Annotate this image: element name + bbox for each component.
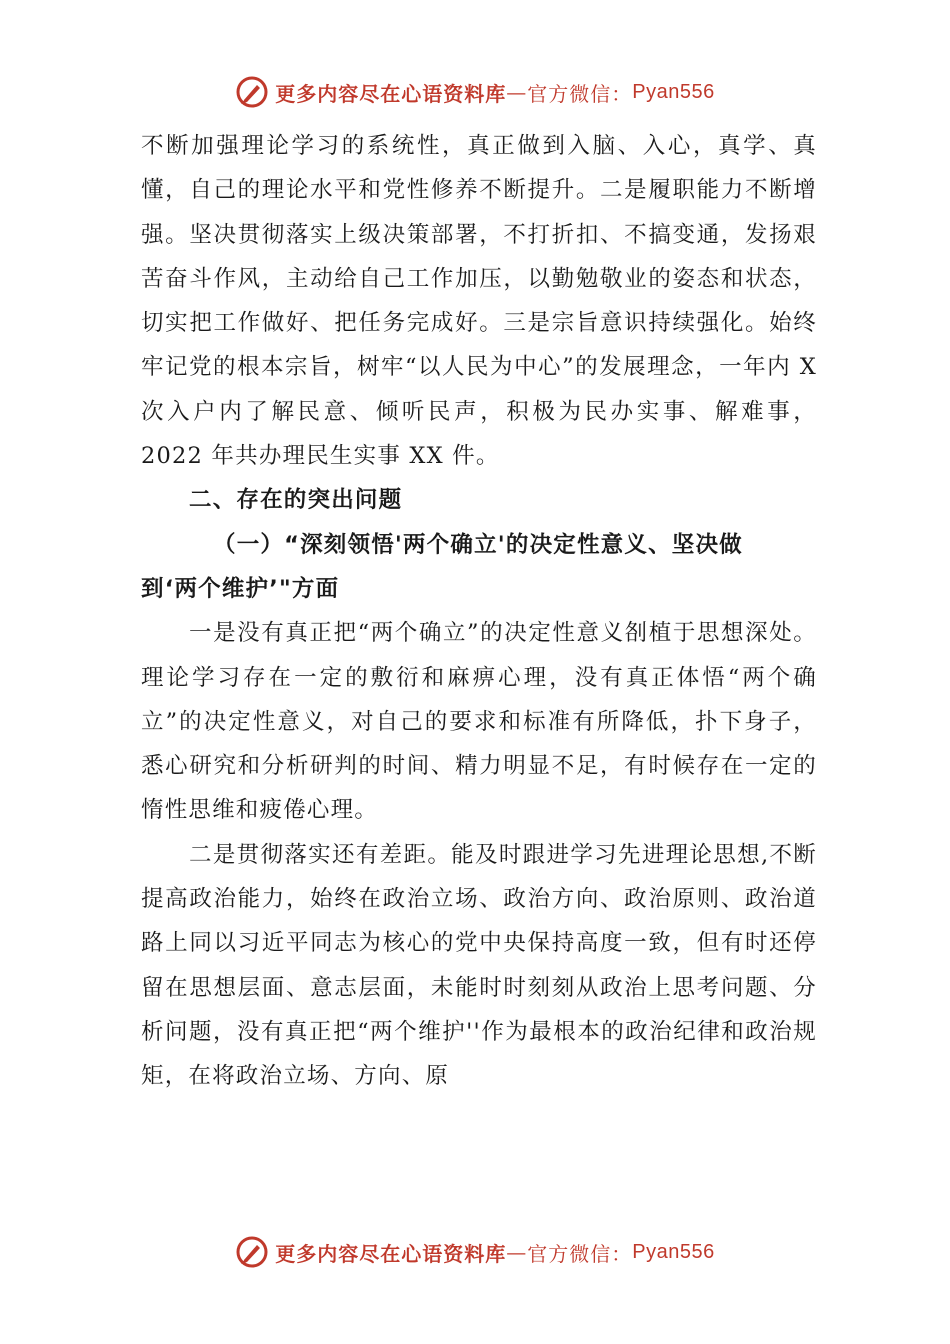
watermark-wechat-id: Pyan556 xyxy=(632,1240,715,1263)
watermark-text: 更多内容尽在心语资料库 xyxy=(275,1241,507,1266)
header-watermark xyxy=(0,72,950,112)
watermark-text: 更多内容尽在心语资料库 xyxy=(275,81,507,106)
pen-circle-logo-icon xyxy=(235,1235,269,1269)
watermark-wechat-label: 官方微信： xyxy=(527,1241,633,1266)
document-body xyxy=(141,124,817,1099)
watermark-wechat-label: 官方微信： xyxy=(527,81,633,106)
footer-watermark xyxy=(0,1232,950,1272)
watermark-separator: — xyxy=(506,80,528,104)
watermark-separator: — xyxy=(506,1240,528,1264)
sub-heading-line-2: 到‘两个维护’"方面 xyxy=(141,575,340,602)
paragraph-problem-one: 一是没有真正把“两个确立”的决定性意义㓢植于思想深处。理论学习存在一定的敷衍和麻痹心理，没有真正体悟“两个确立”的决定性意义，对自己的要求和标准有所降低，扑下身子，悉心研究和分析研判的时间、精力明显不足，有时候存在一定的惰性思维和疲倦心理。 xyxy=(141,620,817,824)
sub-heading xyxy=(141,523,817,612)
paragraph-achievements: 不断加强理论学习的系统性，真正做到入脑、入心，真学、真懂，自己的理论水平和党性修养不断提升。二是履职能力不断增强。坚决贯彻落实上级决策部署，不打折扣、不搞变通，发扬艰苦奋斗作风，主动给自己工作加压，以勤勉敬业的姿态和状态，切实把工作做好、把任务完成好。三是宗旨意识持续强化。始终牢记党的根本宗旨，树牢“以人民为中心”的发展理念，一年内 X 次入户内了解民意、倾听民声，积极为民办实事、解难事，2022 年共办理民生实事 XX 件。 xyxy=(141,133,817,470)
section-heading: 二、存在的突出问题 xyxy=(189,487,403,514)
paragraph-problem-two: 二是贯彻落实还有差距。能及时跟进学习先进理论思想,不断提高政治能力，始终在政治立场、政治方向、政治原则、政治道路上同以习近平同志为核心的党中央保持高度一致，但有时还停留在思想层面、意志层面，未能时时刻刻从政治上思考问题、分析问题，没有真正把“两个维护''作为最根本的政治纪律和政治规矩，在将政治立场、方向、原 xyxy=(141,841,817,1090)
sub-heading-line-1: （一）“深刻领悟'两个确立'的决定性意义、坚决做 xyxy=(213,531,743,558)
watermark-wechat-id: Pyan556 xyxy=(632,80,715,103)
pen-circle-logo-icon xyxy=(235,75,269,109)
